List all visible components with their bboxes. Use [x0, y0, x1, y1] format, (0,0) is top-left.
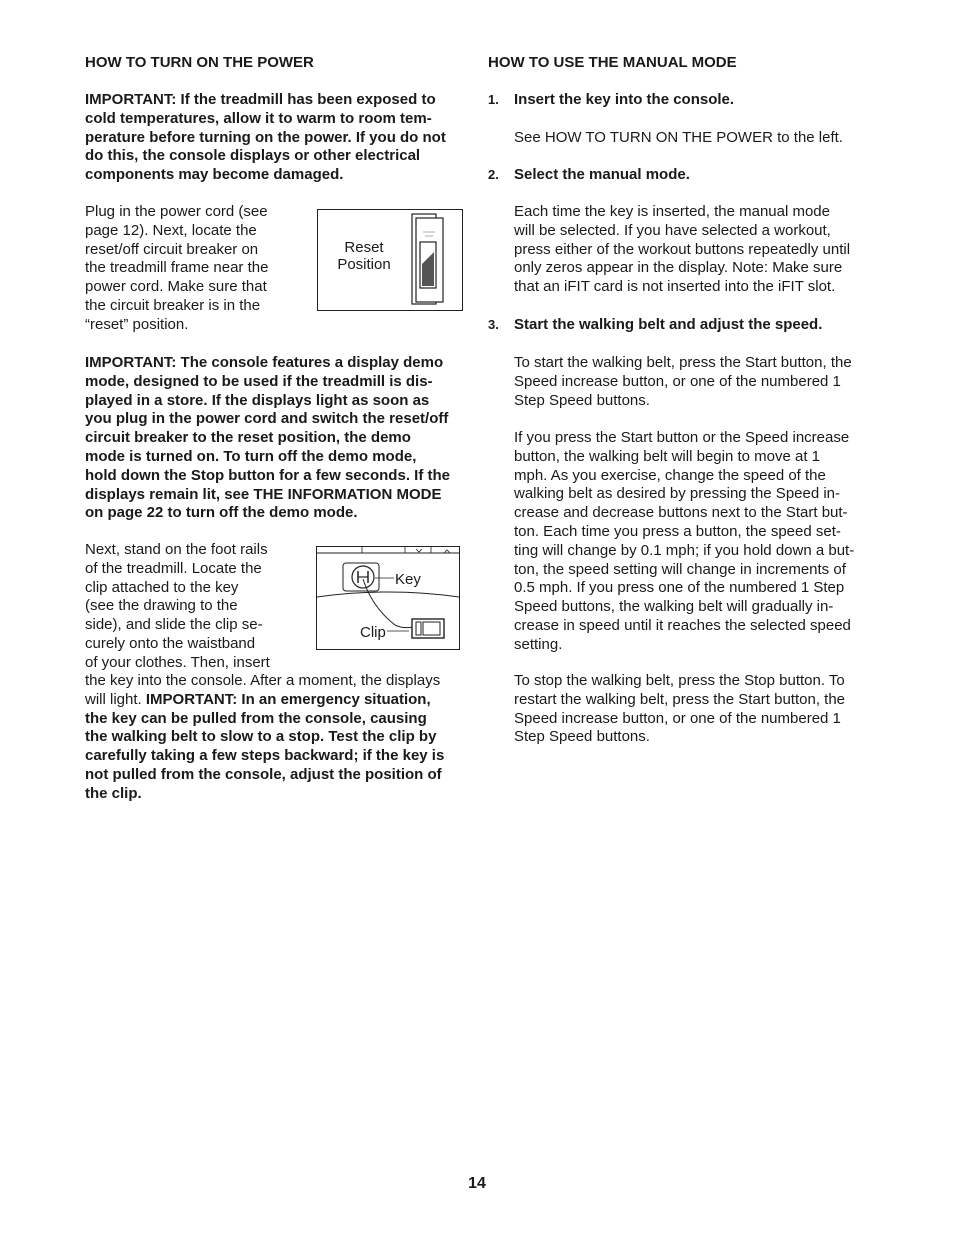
text-line: hold down the Stop button for a few seconds. If the — [85, 466, 450, 484]
text-line — [85, 691, 470, 710]
text-line: ton, the speed setting will change in increments of — [514, 560, 846, 578]
text-line: power cord. Make sure that — [85, 278, 267, 296]
clip-label: Clip — [360, 624, 386, 641]
step-title-3: Start the walking belt and adjust the speed. — [514, 316, 823, 333]
clip-continued — [85, 672, 470, 804]
important-cold-warning — [85, 91, 470, 185]
text-line: restart the walking belt, press the Start button, the — [514, 690, 846, 708]
text-line: components may become damaged. — [85, 166, 344, 184]
text-line: Speed increase button, or one of the numbered 1 — [514, 709, 841, 727]
text-line: To stop the walking belt, press the Stop button. To — [514, 672, 845, 689]
text-line: do this, the console displays or other electrical — [85, 147, 421, 165]
text-line: “reset” position. — [85, 315, 189, 333]
text-line: cold temperatures, allow it to warm to room tem- — [85, 109, 432, 127]
section-heading-manual: HOW TO USE THE MANUAL MODE — [488, 54, 737, 71]
important-demo-mode — [85, 354, 470, 523]
text-line: Each time the key is inserted, the manual mode — [514, 203, 830, 220]
step-text-3a — [514, 354, 874, 410]
text-line: the key into the console. After a moment, the displays — [85, 672, 441, 689]
text-line: carefully taking a few steps backward; if the key is — [85, 747, 445, 765]
text-line: the treadmill frame near the — [85, 259, 269, 277]
text-line: If you press the Start button or the Speed increase — [514, 429, 850, 446]
text-line: of your clothes. Then, insert — [85, 653, 270, 671]
text-line: the clip. — [85, 784, 142, 802]
step-title-1: Insert the key into the console. — [514, 91, 735, 108]
text-line: walking belt as desired by pressing the Speed in- — [514, 485, 841, 503]
text-line: perature before turning on the power. If you do not — [85, 128, 446, 146]
text-line: crease in speed until it reaches the selected speed — [514, 616, 851, 634]
step-text-3c — [514, 672, 874, 747]
emergency-warning-start: IMPORTANT: In an emergency situation, — [145, 690, 431, 708]
reset-position-figure — [317, 209, 463, 311]
text-line: (see the drawing to the — [85, 597, 238, 615]
text-line: not pulled from the console, adjust the position of — [85, 765, 442, 783]
text-line: that an iFIT card is not inserted into the iFIT slot. — [514, 278, 836, 296]
text-line: mode, designed to be used if the treadmill is dis- — [85, 372, 433, 390]
text-line: To start the walking belt, press the Start button, the — [514, 354, 852, 371]
step-number-1: 1. — [488, 92, 499, 107]
text-line: page 12). Next, locate the — [85, 221, 257, 239]
text-line: ting will change by 0.1 mph; if you hold down a but- — [514, 541, 855, 559]
text-line: Step Speed buttons. — [514, 391, 650, 409]
step-number-3: 3. — [488, 317, 499, 332]
label-line: Reset — [344, 239, 384, 256]
key-clip-figure — [316, 546, 460, 650]
text-line: side), and slide the clip se- — [85, 616, 263, 634]
text-line: reset/off circuit breaker on — [85, 240, 259, 258]
section-heading-power: HOW TO TURN ON THE POWER — [85, 54, 314, 71]
label-line: Position — [337, 256, 391, 273]
text-line: displays remain lit, see THE INFORMATION MODE — [85, 485, 442, 503]
text-line: press either of the workout buttons repeatedly until — [514, 240, 851, 258]
text-line: IMPORTANT: The console features a display demo — [85, 354, 444, 371]
circuit-breaker-icon — [406, 212, 460, 308]
text-line: the circuit breaker is in the — [85, 296, 261, 314]
text-line: setting. — [514, 635, 563, 653]
text-line: you plug in the power cord and switch the reset/off — [85, 410, 449, 428]
text-line: curely onto the waistband — [85, 634, 256, 652]
text-line: Next, stand on the foot rails — [85, 541, 268, 558]
text-run: will light. — [85, 690, 146, 708]
step-text-2 — [514, 203, 874, 297]
text-line: the walking belt to slow to a stop. Test the clip by — [85, 728, 437, 746]
text-line: of the treadmill. Locate the — [85, 559, 262, 577]
text-line: Step Speed buttons. — [514, 728, 650, 746]
clip-instructions — [85, 541, 295, 673]
text-line: mph. As you exercise, change the speed of the — [514, 466, 826, 484]
key-label: Key — [395, 571, 421, 588]
text-line: clip attached to the key — [85, 578, 239, 596]
page-number: 14 — [468, 1175, 486, 1192]
text-line: only zeros appear in the display. Note: Make sure — [514, 259, 843, 277]
reset-position-label — [334, 239, 394, 273]
text-line: the key can be pulled from the console, causing — [85, 709, 427, 727]
text-line: crease and decrease buttons next to the Start but- — [514, 504, 848, 522]
text-line: button, the walking belt will begin to move at 1 — [514, 447, 821, 465]
step-number-2: 2. — [488, 167, 499, 182]
step-text-3b — [514, 429, 874, 655]
step-text-1: See HOW TO TURN ON THE POWER to the left. — [514, 129, 843, 146]
text-line: ton. Each time you press a button, the speed set- — [514, 522, 841, 540]
plug-instructions — [85, 203, 295, 335]
text-line: circuit breaker to the reset position, the demo — [85, 429, 411, 447]
text-line: Speed buttons, the walking belt will gradually in- — [514, 598, 834, 616]
text-line: played in a store. If the displays light as soon as — [85, 391, 430, 409]
text-line: will be selected. If you have selected a workout, — [514, 221, 831, 239]
text-line: Plug in the power cord (see — [85, 203, 268, 220]
text-line: on page 22 to turn off the demo mode. — [85, 504, 358, 522]
text-line: IMPORTANT: If the treadmill has been exposed to — [85, 91, 436, 108]
text-line: Speed increase button, or one of the numbered 1 — [514, 372, 841, 390]
step-title-2: Select the manual mode. — [514, 166, 690, 183]
text-line: 0.5 mph. If you press one of the numbered 1 Step — [514, 579, 845, 597]
text-line: mode is turned on. To turn off the demo mode, — [85, 447, 417, 465]
